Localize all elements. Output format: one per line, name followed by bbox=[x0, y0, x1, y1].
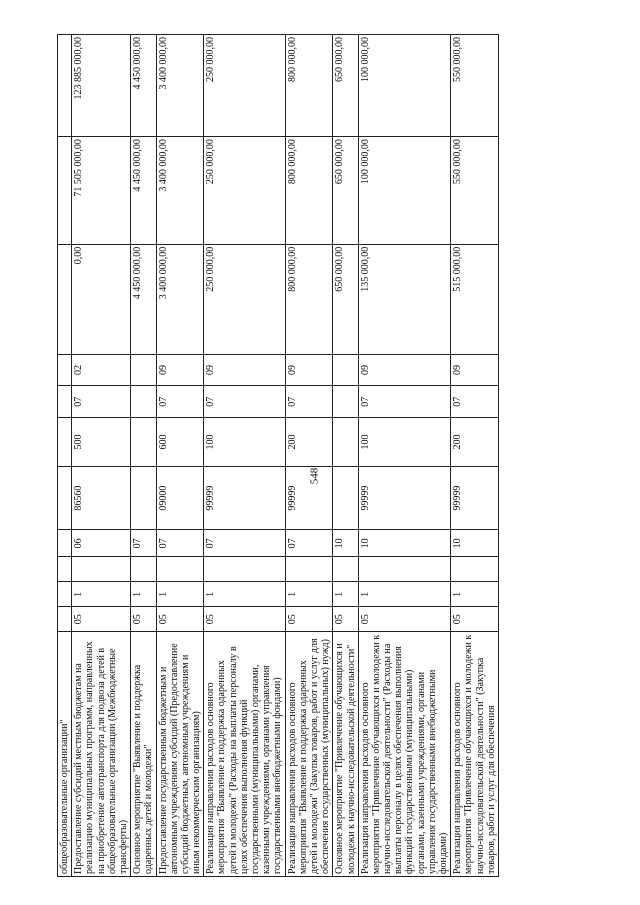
table-row bbox=[358, 35, 451, 877]
expense-type: 600 bbox=[156, 418, 204, 467]
subsection: 09 bbox=[451, 354, 499, 386]
row-name: Основное мероприятие "Привлечение обучающихся и молодежи к научно-исследовательской деятельности" bbox=[333, 632, 358, 877]
amount-year-3: 650 000,00 bbox=[333, 35, 358, 137]
amount-year-2: 100 000,00 bbox=[358, 137, 451, 245]
event-number: 07 bbox=[131, 530, 156, 557]
page-number: 548 bbox=[308, 467, 321, 485]
amount-year-2: 250 000,00 bbox=[204, 137, 285, 245]
amount-year-2: 3 400 000,00 bbox=[156, 137, 204, 245]
event-number: 10 bbox=[451, 530, 499, 557]
amount-year-1: 800 000,00 bbox=[285, 244, 333, 354]
subprogram-code bbox=[58, 582, 72, 607]
main-event-code bbox=[333, 557, 358, 582]
expense-type bbox=[333, 418, 358, 467]
subsection bbox=[131, 354, 156, 386]
amount-year-3: 3 400 000,00 bbox=[156, 35, 204, 137]
subsection: 09 bbox=[204, 354, 285, 386]
main-event-code bbox=[451, 557, 499, 582]
event-number: 07 bbox=[204, 530, 285, 557]
expense-type: 100 bbox=[204, 418, 285, 467]
amount-year-3: 800 000,00 bbox=[285, 35, 333, 137]
direction-code bbox=[58, 466, 72, 529]
amount-year-3: 4 450 000,00 bbox=[131, 35, 156, 137]
event-number bbox=[58, 530, 72, 557]
section bbox=[131, 386, 156, 418]
section: 07 bbox=[204, 386, 285, 418]
main-event-code bbox=[285, 557, 333, 582]
amount-year-1: 250 000,00 bbox=[204, 244, 285, 354]
event-number: 10 bbox=[333, 530, 358, 557]
section: 07 bbox=[451, 386, 499, 418]
table-row bbox=[58, 35, 72, 877]
subsection bbox=[333, 354, 358, 386]
expense-type: 100 bbox=[358, 418, 451, 467]
program-code: 05 bbox=[131, 607, 156, 632]
amount-year-2: 800 000,00 bbox=[285, 137, 333, 245]
amount-year-3 bbox=[58, 35, 72, 137]
main-event-code bbox=[358, 557, 451, 582]
direction-code: 99999 bbox=[204, 466, 285, 529]
amount-year-2: 550 000,00 bbox=[451, 137, 499, 245]
row-name: Реализация направления расходов основного мероприятия "Привлечение обучающихся и молодежи к научно-исследовательской деятельности" (Расходы на выплаты персоналу в целях обеспечения выполнения функций государственными (муниципальными) органами, казенными учреждениями, органами управления государственными внебюджетными фондами) bbox=[358, 632, 451, 877]
subsection: 09 bbox=[358, 354, 451, 386]
table-row bbox=[131, 35, 156, 877]
subprogram-code: 1 bbox=[156, 582, 204, 607]
amount-year-2 bbox=[58, 137, 72, 245]
row-name: Реализация направления расходов основного мероприятия "Выявление и поддержка одаренных детей и молодежи" (Закупка товаров, работ и услуг для обеспечения государственных (муниципальных) нужд) bbox=[285, 632, 333, 877]
amount-year-2: 650 000,00 bbox=[333, 137, 358, 245]
subprogram-code: 1 bbox=[204, 582, 285, 607]
event-number: 10 bbox=[358, 530, 451, 557]
amount-year-3: 100 000,00 bbox=[358, 35, 451, 137]
subsection: 09 bbox=[156, 354, 204, 386]
subsection: 09 bbox=[285, 354, 333, 386]
subsection: 02 bbox=[72, 354, 131, 386]
amount-year-1: 135 000,00 bbox=[358, 244, 451, 354]
row-name: Предоставление государственным бюджетным и автономным учреждениям субсидий (Предоставление субсидий бюджетным, автономным учреждениям и иным некоммерческим организациям) bbox=[156, 632, 204, 877]
amount-year-1: 0,00 bbox=[72, 244, 131, 354]
table-row bbox=[333, 35, 358, 877]
program-code: 05 bbox=[358, 607, 451, 632]
amount-year-1: 650 000,00 bbox=[333, 244, 358, 354]
amount-year-1: 4 450 000,00 bbox=[131, 244, 156, 354]
direction-code bbox=[333, 466, 358, 529]
program-code: 05 bbox=[333, 607, 358, 632]
rotated-table-wrapper bbox=[57, 34, 578, 877]
row-name: Основное мероприятие "Выявление и поддержка одаренных детей и молодежи" bbox=[131, 632, 156, 877]
subprogram-code: 1 bbox=[285, 582, 333, 607]
event-number: 06 bbox=[72, 530, 131, 557]
section bbox=[333, 386, 358, 418]
program-code bbox=[58, 607, 72, 632]
program-code: 05 bbox=[72, 607, 131, 632]
table-row bbox=[72, 35, 131, 877]
main-event-code bbox=[204, 557, 285, 582]
subprogram-code: 1 bbox=[131, 582, 156, 607]
section bbox=[58, 386, 72, 418]
event-number: 07 bbox=[156, 530, 204, 557]
main-event-code bbox=[58, 557, 72, 582]
subprogram-code: 1 bbox=[451, 582, 499, 607]
expense-type bbox=[131, 418, 156, 467]
row-name: Предоставление субсидий местным бюджетам на реализацию муниципальных программ, направленных на приобретение автотранспорта для подвоза детей в общеобразовательные организации (Межбюджетные трансферты) bbox=[72, 632, 131, 877]
budget-table bbox=[57, 34, 499, 877]
section: 07 bbox=[156, 386, 204, 418]
subprogram-code: 1 bbox=[72, 582, 131, 607]
section: 07 bbox=[285, 386, 333, 418]
amount-year-3: 550 000,00 bbox=[451, 35, 499, 137]
section: 07 bbox=[72, 386, 131, 418]
event-number: 07 bbox=[285, 530, 333, 557]
table-row bbox=[285, 35, 333, 877]
expense-type: 200 bbox=[451, 418, 499, 467]
subsection bbox=[58, 354, 72, 386]
amount-year-1 bbox=[58, 244, 72, 354]
program-code: 05 bbox=[156, 607, 204, 632]
row-name: общеобразовательные организации" bbox=[58, 632, 72, 877]
amount-year-1: 3 400 000,00 bbox=[156, 244, 204, 354]
direction-code: 99999 bbox=[358, 466, 451, 529]
expense-type bbox=[58, 418, 72, 467]
subprogram-code: 1 bbox=[333, 582, 358, 607]
program-code: 05 bbox=[285, 607, 333, 632]
main-event-code bbox=[156, 557, 204, 582]
table-row bbox=[451, 35, 499, 877]
direction-code: 99999 bbox=[451, 466, 499, 529]
direction-code bbox=[131, 466, 156, 529]
direction-code: 99999 bbox=[285, 466, 333, 529]
program-code: 05 bbox=[451, 607, 499, 632]
expense-type: 500 bbox=[72, 418, 131, 467]
direction-code: 09000 bbox=[156, 466, 204, 529]
program-code: 05 bbox=[204, 607, 285, 632]
table-row bbox=[204, 35, 285, 877]
row-name: Реализация направления расходов основного мероприятия "Выявление и поддержка одаренных детей и молодежи" (Расходы на выплаты персоналу в целях обеспечения выполнения функций государственными (муниципальными) органами, казенными учреждениями, органами управления государственными внебюджетными фондами) bbox=[204, 632, 285, 877]
row-name: Реализация направления расходов основного мероприятия "Привлечение обучающихся и молодежи к научно-исследовательской деятельности" (Закупка товаров, работ и услуг для обеспечения bbox=[451, 632, 499, 877]
table-row bbox=[156, 35, 204, 877]
main-event-code bbox=[131, 557, 156, 582]
expense-type: 200 bbox=[285, 418, 333, 467]
amount-year-1: 515 000,00 bbox=[451, 244, 499, 354]
amount-year-3: 250 000,00 bbox=[204, 35, 285, 137]
amount-year-2: 71 505 000,00 bbox=[72, 137, 131, 245]
section: 07 bbox=[358, 386, 451, 418]
direction-code: 86560 bbox=[72, 466, 131, 529]
table-body bbox=[58, 35, 499, 877]
main-event-code bbox=[72, 557, 131, 582]
amount-year-3: 123 885 000,00 bbox=[72, 35, 131, 137]
amount-year-2: 4 450 000,00 bbox=[131, 137, 156, 245]
subprogram-code: 1 bbox=[358, 582, 451, 607]
